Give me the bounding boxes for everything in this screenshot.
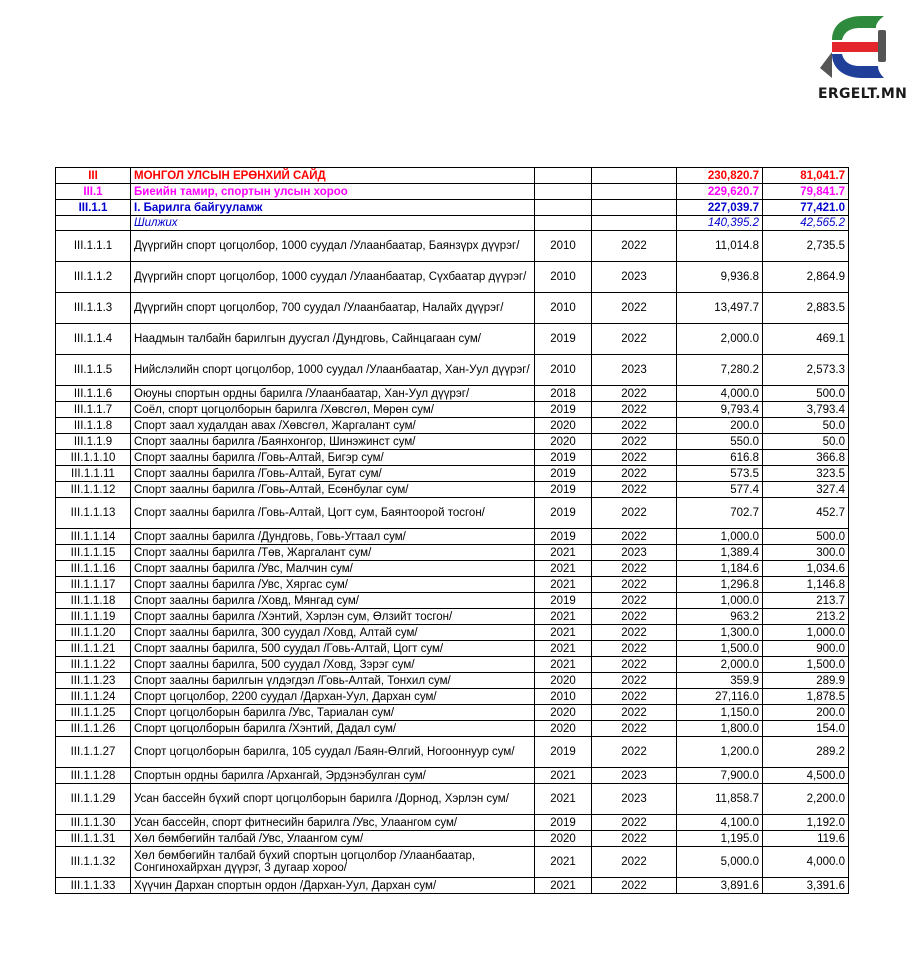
row-start-year: 2020: [535, 418, 592, 434]
row-amount: 1,500.0: [763, 657, 849, 673]
row-code: III.1.1.31: [56, 831, 131, 847]
row-total: 359.9: [677, 673, 763, 689]
row-amount: 500.0: [763, 529, 849, 545]
row-amount: 154.0: [763, 721, 849, 737]
row-total: 702.7: [677, 498, 763, 529]
row-code: III.1.1.1: [56, 231, 131, 262]
row-start-year: 2021: [535, 784, 592, 815]
row-amount: 1,192.0: [763, 815, 849, 831]
row-name: Спорт заалны барилгын үлдэгдэл /Говь-Алтай, Тонхил сум/: [131, 673, 535, 689]
row-code: III.1.1.13: [56, 498, 131, 529]
table-row: [56, 847, 849, 878]
row-total: 9,936.8: [677, 262, 763, 293]
row-start-year: [535, 184, 592, 200]
row-name: Соёл, спорт цогцолборын барилга /Хөвсгөл, Мөрөн сум/: [131, 402, 535, 418]
row-total: 4,000.0: [677, 386, 763, 402]
row-code: III.1.1.2: [56, 262, 131, 293]
row-amount: 2,864.9: [763, 262, 849, 293]
row-amount: 2,573.3: [763, 355, 849, 386]
row-start-year: 2019: [535, 498, 592, 529]
row-amount: 1,146.8: [763, 577, 849, 593]
row-name: Спорт заалны барилга /Говь-Алтай, Цогт сум, Баянтоорой тосгон/: [131, 498, 535, 529]
table-row: [56, 561, 849, 577]
row-name: Спорт заалны барилга /Увс, Хяргас сум/: [131, 577, 535, 593]
row-end-year: 2022: [592, 402, 677, 418]
row-end-year: 2022: [592, 705, 677, 721]
table-row: [56, 721, 849, 737]
row-start-year: 2021: [535, 625, 592, 641]
row-end-year: 2022: [592, 673, 677, 689]
row-name: Спорт заалны барилга /Хэнтий, Хэрлэн сум, Өлзийт тосгон/: [131, 609, 535, 625]
row-code: III.1.1.20: [56, 625, 131, 641]
row-name: Спорт заалны барилга /Баянхонгор, Шинэжинст сум/: [131, 434, 535, 450]
table-row: [56, 673, 849, 689]
row-code: III.1.1.8: [56, 418, 131, 434]
row-amount: 79,841.7: [763, 184, 849, 200]
row-start-year: 2021: [535, 847, 592, 878]
row-end-year: 2022: [592, 561, 677, 577]
table-row: [56, 593, 849, 609]
row-start-year: 2010: [535, 689, 592, 705]
row-name: Спорт цогцолборын барилга /Хэнтий, Дадал сум/: [131, 721, 535, 737]
row-code: III.1.1.24: [56, 689, 131, 705]
row-start-year: 2019: [535, 466, 592, 482]
row-start-year: 2019: [535, 529, 592, 545]
row-code: III.1.1.3: [56, 293, 131, 324]
row-start-year: 2021: [535, 577, 592, 593]
row-code: III.1: [56, 184, 131, 200]
row-start-year: 2021: [535, 545, 592, 561]
table-row: [56, 386, 849, 402]
row-name: Спорт заалны барилга, 500 суудал /Ховд, Зэрэг сум/: [131, 657, 535, 673]
table-row: [56, 466, 849, 482]
row-end-year: 2022: [592, 498, 677, 529]
ergelt-logo-icon: [818, 12, 900, 84]
row-end-year: 2022: [592, 293, 677, 324]
row-total: 1,800.0: [677, 721, 763, 737]
row-total: 1,296.8: [677, 577, 763, 593]
table-row: [56, 689, 849, 705]
row-start-year: 2021: [535, 768, 592, 784]
row-start-year: 2019: [535, 737, 592, 768]
row-code: III.1.1.23: [56, 673, 131, 689]
table-row: [56, 184, 849, 200]
table-row: [56, 418, 849, 434]
row-start-year: 2010: [535, 355, 592, 386]
row-total: 2,000.0: [677, 657, 763, 673]
row-end-year: 2022: [592, 878, 677, 894]
row-code: III.1.1.27: [56, 737, 131, 768]
row-total: 573.5: [677, 466, 763, 482]
row-total: 11,014.8: [677, 231, 763, 262]
budget-table-body: [56, 168, 849, 894]
row-name: Нийслэлийн спорт цогцолбор, 1000 суудал /Улаанбаатар, Хан-Уул дүүрэг/: [131, 355, 535, 386]
row-total: 1,389.4: [677, 545, 763, 561]
row-start-year: 2019: [535, 402, 592, 418]
row-amount: 2,735.5: [763, 231, 849, 262]
row-code: III.1.1.29: [56, 784, 131, 815]
row-total: 1,000.0: [677, 593, 763, 609]
row-start-year: 2010: [535, 231, 592, 262]
row-end-year: 2022: [592, 529, 677, 545]
row-total: 1,200.0: [677, 737, 763, 768]
row-amount: 42,565.2: [763, 216, 849, 231]
row-total: 11,858.7: [677, 784, 763, 815]
table-row: [56, 784, 849, 815]
row-name: Хөл бөмбөгийн талбай /Увс, Улаангом сум/: [131, 831, 535, 847]
row-total: 1,000.0: [677, 529, 763, 545]
row-start-year: 2020: [535, 434, 592, 450]
row-total: 3,891.6: [677, 878, 763, 894]
table-row: [56, 293, 849, 324]
row-end-year: 2022: [592, 577, 677, 593]
row-end-year: [592, 184, 677, 200]
row-amount: 289.2: [763, 737, 849, 768]
row-amount: 289.9: [763, 673, 849, 689]
row-end-year: [592, 200, 677, 216]
row-total: 9,793.4: [677, 402, 763, 418]
row-end-year: 2022: [592, 482, 677, 498]
row-total: 27,116.0: [677, 689, 763, 705]
row-code: III.1.1: [56, 200, 131, 216]
row-start-year: 2021: [535, 641, 592, 657]
row-total: 4,100.0: [677, 815, 763, 831]
row-total: 1,184.6: [677, 561, 763, 577]
row-end-year: 2022: [592, 466, 677, 482]
row-end-year: 2023: [592, 784, 677, 815]
row-start-year: 2020: [535, 721, 592, 737]
row-end-year: 2022: [592, 434, 677, 450]
table-row: [56, 324, 849, 355]
row-name: Усан бассейн бүхий спорт цогцолборын барилга /Дорнод, Хэрлэн сум/: [131, 784, 535, 815]
row-total: 200.0: [677, 418, 763, 434]
row-start-year: [535, 216, 592, 231]
row-amount: 81,041.7: [763, 168, 849, 184]
row-code: III.1.1.15: [56, 545, 131, 561]
row-amount: 50.0: [763, 434, 849, 450]
row-code: III.1.1.7: [56, 402, 131, 418]
row-total: 7,900.0: [677, 768, 763, 784]
row-start-year: 2020: [535, 831, 592, 847]
table-row: [56, 402, 849, 418]
row-start-year: 2018: [535, 386, 592, 402]
table-row: [56, 168, 849, 184]
row-amount: 500.0: [763, 386, 849, 402]
row-code: III.1.1.32: [56, 847, 131, 878]
row-total: 550.0: [677, 434, 763, 450]
row-total: 1,300.0: [677, 625, 763, 641]
row-code: III.1.1.14: [56, 529, 131, 545]
row-name: Дүүргийн спорт цогцолбор, 1000 суудал /Улаанбаатар, Сүхбаатар дүүрэг/: [131, 262, 535, 293]
row-total: 140,395.2: [677, 216, 763, 231]
row-code: III.1.1.12: [56, 482, 131, 498]
table-row: [56, 878, 849, 894]
row-total: 13,497.7: [677, 293, 763, 324]
row-code: III.1.1.22: [56, 657, 131, 673]
row-code: III.1.1.25: [56, 705, 131, 721]
row-end-year: 2022: [592, 625, 677, 641]
row-amount: 327.4: [763, 482, 849, 498]
row-amount: 469.1: [763, 324, 849, 355]
row-start-year: [535, 200, 592, 216]
row-name: Спорт заалны барилга /Говь-Алтай, Бигэр сум/: [131, 450, 535, 466]
row-name: Наадмын талбайн барилгын дуусгал /Дундговь, Сайнцагаан сум/: [131, 324, 535, 355]
row-end-year: 2023: [592, 355, 677, 386]
row-name: Спорт заал худалдан авах /Хөвсгөл, Жаргалант сум/: [131, 418, 535, 434]
row-start-year: [535, 168, 592, 184]
table-row: [56, 657, 849, 673]
row-end-year: 2023: [592, 262, 677, 293]
row-start-year: 2010: [535, 262, 592, 293]
row-amount: 1,000.0: [763, 625, 849, 641]
row-end-year: 2022: [592, 657, 677, 673]
row-name: Шилжих: [131, 216, 535, 231]
table-row: [56, 529, 849, 545]
row-end-year: 2022: [592, 418, 677, 434]
row-total: 229,620.7: [677, 184, 763, 200]
table-row: [56, 231, 849, 262]
row-end-year: 2023: [592, 545, 677, 561]
row-name: Биеийн тамир, спортын улсын хороо: [131, 184, 535, 200]
table-row: [56, 768, 849, 784]
row-code: [56, 216, 131, 231]
row-amount: 1,034.6: [763, 561, 849, 577]
table-row: [56, 737, 849, 768]
row-amount: 4,000.0: [763, 847, 849, 878]
ergelt-logo: [818, 12, 908, 104]
row-total: 2,000.0: [677, 324, 763, 355]
row-end-year: 2022: [592, 737, 677, 768]
row-code: III.1.1.17: [56, 577, 131, 593]
row-total: 1,195.0: [677, 831, 763, 847]
row-total: 7,280.2: [677, 355, 763, 386]
row-amount: 300.0: [763, 545, 849, 561]
row-name: Спорт заалны барилга /Ховд, Мянгад сум/: [131, 593, 535, 609]
row-amount: 50.0: [763, 418, 849, 434]
row-code: III.1.1.19: [56, 609, 131, 625]
row-name: Спорт заалны барилга /Говь-Алтай, Есөнбулаг сум/: [131, 482, 535, 498]
row-start-year: 2019: [535, 593, 592, 609]
logo-text: ERGELT.MN: [818, 86, 908, 102]
table-row: [56, 482, 849, 498]
row-amount: 900.0: [763, 641, 849, 657]
row-amount: 3,391.6: [763, 878, 849, 894]
row-amount: 200.0: [763, 705, 849, 721]
row-total: 1,500.0: [677, 641, 763, 657]
row-end-year: 2022: [592, 641, 677, 657]
row-amount: 213.2: [763, 609, 849, 625]
table-row: [56, 216, 849, 231]
row-code: III.1.1.21: [56, 641, 131, 657]
row-start-year: 2019: [535, 815, 592, 831]
row-name: Спорт заалны барилга, 300 суудал /Ховд, Алтай сум/: [131, 625, 535, 641]
row-total: 963.2: [677, 609, 763, 625]
row-name: Спорт заалны барилга /Увс, Малчин сум/: [131, 561, 535, 577]
row-amount: 213.7: [763, 593, 849, 609]
row-code: III.1.1.33: [56, 878, 131, 894]
row-start-year: 2021: [535, 657, 592, 673]
table-row: [56, 355, 849, 386]
row-name: МОНГОЛ УЛСЫН ЕРӨНХИЙ САЙД: [131, 168, 535, 184]
row-total: 227,039.7: [677, 200, 763, 216]
row-end-year: 2022: [592, 324, 677, 355]
table-row: [56, 545, 849, 561]
row-code: III.1.1.30: [56, 815, 131, 831]
row-total: 5,000.0: [677, 847, 763, 878]
row-name: Хөл бөмбөгийн талбай бүхий спортын цогцолбор /Улаанбаатар, Сонгинохайрхан дүүрэг, 3 дугаар хороо/: [131, 847, 535, 878]
row-name: Спорт цогцолборын барилга /Увс, Тариалан сум/: [131, 705, 535, 721]
row-total: 577.4: [677, 482, 763, 498]
row-start-year: 2020: [535, 673, 592, 689]
row-name: Оюуны спортын ордны барилга /Улаанбаатар, Хан-Уул дүүрэг/: [131, 386, 535, 402]
row-name: Спорт заалны барилга /Төв, Жаргалант сум/: [131, 545, 535, 561]
row-code: III.1.1.5: [56, 355, 131, 386]
row-total: 616.8: [677, 450, 763, 466]
row-name: Спорт цогцолбор, 2200 суудал /Дархан-Уул, Дархан сум/: [131, 689, 535, 705]
row-code: III.1.1.28: [56, 768, 131, 784]
row-end-year: 2022: [592, 815, 677, 831]
table-row: [56, 641, 849, 657]
row-code: III.1.1.26: [56, 721, 131, 737]
row-name: Дүүргийн спорт цогцолбор, 1000 суудал /Улаанбаатар, Баянзүрх дүүрэг/: [131, 231, 535, 262]
row-name: Спорт заалны барилга /Говь-Алтай, Бугат сум/: [131, 466, 535, 482]
budget-table: [55, 167, 849, 894]
row-start-year: 2020: [535, 705, 592, 721]
row-end-year: 2022: [592, 450, 677, 466]
row-amount: 323.5: [763, 466, 849, 482]
row-amount: 2,883.5: [763, 293, 849, 324]
table-row: [56, 450, 849, 466]
row-name: Спорт заалны барилга /Дундговь, Говь-Угтаал сум/: [131, 529, 535, 545]
row-amount: 2,200.0: [763, 784, 849, 815]
row-end-year: 2022: [592, 609, 677, 625]
table-row: [56, 625, 849, 641]
row-end-year: [592, 168, 677, 184]
table-row: [56, 577, 849, 593]
row-start-year: 2010: [535, 293, 592, 324]
row-code: III.1.1.4: [56, 324, 131, 355]
row-name: Спорт заалны барилга, 500 суудал /Говь-Алтай, Цогт сум/: [131, 641, 535, 657]
row-start-year: 2021: [535, 561, 592, 577]
row-amount: 1,878.5: [763, 689, 849, 705]
row-end-year: 2022: [592, 231, 677, 262]
row-end-year: 2022: [592, 721, 677, 737]
row-name: Дүүргийн спорт цогцолбор, 700 суудал /Улаанбаатар, Налайх дүүрэг/: [131, 293, 535, 324]
row-end-year: 2022: [592, 831, 677, 847]
table-row: [56, 200, 849, 216]
row-start-year: 2021: [535, 878, 592, 894]
table-row: [56, 705, 849, 721]
table-row: [56, 498, 849, 529]
row-total: 230,820.7: [677, 168, 763, 184]
row-amount: 3,793.4: [763, 402, 849, 418]
row-code: III.1.1.11: [56, 466, 131, 482]
row-code: III.1.1.6: [56, 386, 131, 402]
row-code: III.1.1.9: [56, 434, 131, 450]
row-amount: 4,500.0: [763, 768, 849, 784]
row-start-year: 2019: [535, 482, 592, 498]
row-start-year: 2021: [535, 609, 592, 625]
row-end-year: 2022: [592, 689, 677, 705]
row-amount: 452.7: [763, 498, 849, 529]
row-total: 1,150.0: [677, 705, 763, 721]
row-end-year: 2023: [592, 768, 677, 784]
table-row: [56, 815, 849, 831]
row-code: III: [56, 168, 131, 184]
row-end-year: [592, 216, 677, 231]
row-amount: 77,421.0: [763, 200, 849, 216]
row-start-year: 2019: [535, 450, 592, 466]
row-code: III.1.1.18: [56, 593, 131, 609]
row-end-year: 2022: [592, 593, 677, 609]
row-amount: 119.6: [763, 831, 849, 847]
table-row: [56, 434, 849, 450]
row-amount: 366.8: [763, 450, 849, 466]
table-row: [56, 262, 849, 293]
table-row: [56, 831, 849, 847]
row-name: Усан бассейн, спорт фитнесийн барилга /Увс, Улаангом сум/: [131, 815, 535, 831]
row-name: Спорт цогцолборын барилга, 105 суудал /Баян-Өлгий, Ногооннуур сум/: [131, 737, 535, 768]
row-end-year: 2022: [592, 386, 677, 402]
row-start-year: 2019: [535, 324, 592, 355]
row-code: III.1.1.10: [56, 450, 131, 466]
row-name: I. Барилга байгууламж: [131, 200, 535, 216]
row-end-year: 2022: [592, 847, 677, 878]
row-name: Хүүчин Дархан спортын ордон /Дархан-Уул, Дархан сум/: [131, 878, 535, 894]
row-code: III.1.1.16: [56, 561, 131, 577]
table-row: [56, 609, 849, 625]
row-name: Спортын ордны барилга /Архангай, Эрдэнэбулган сум/: [131, 768, 535, 784]
